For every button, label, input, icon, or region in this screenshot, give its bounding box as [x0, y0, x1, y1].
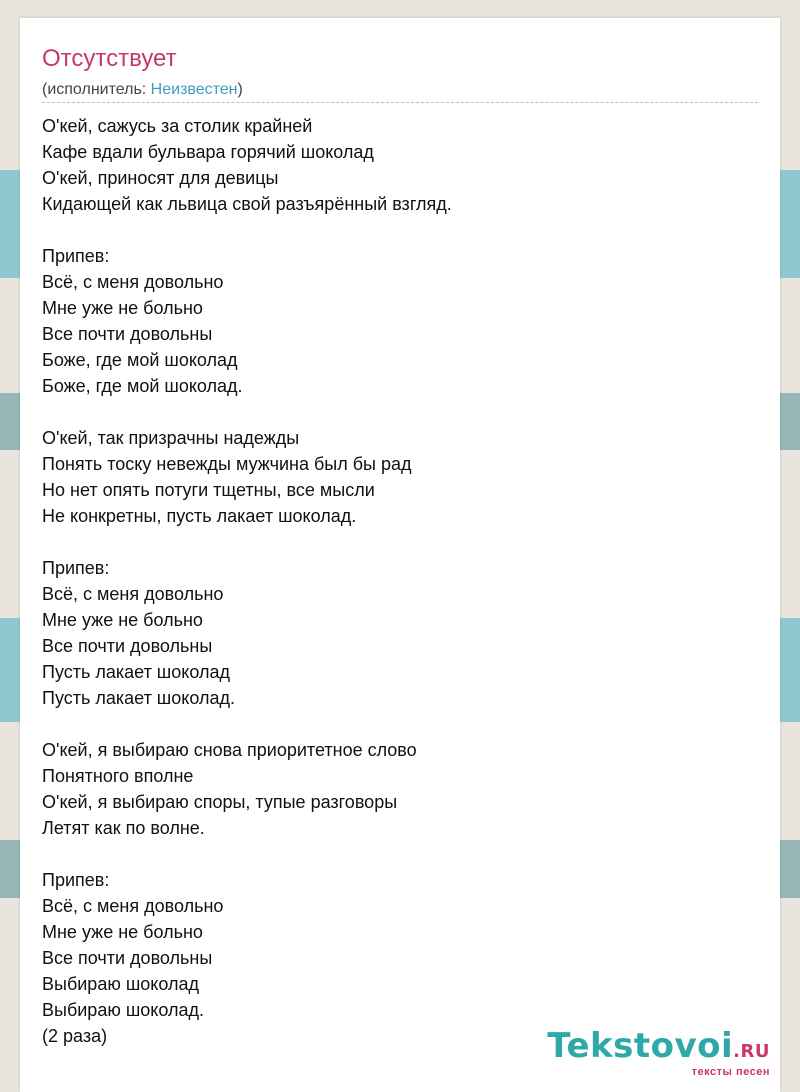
lyrics-card [20, 18, 780, 1092]
lyric-line: Выбираю шоколад. [42, 1000, 204, 1020]
lyric-line: Пусть лакает шоколад [42, 662, 230, 682]
site-logo[interactable] [547, 1028, 770, 1078]
lyric-line [42, 841, 758, 867]
lyric-line: Понять тоску невежды мужчина был бы рад [42, 454, 412, 474]
artist-link[interactable]: Неизвестен [150, 81, 238, 98]
logo-wordmark: Tekstovoi [547, 1026, 734, 1066]
lyric-line: Все почти довольны [42, 948, 213, 968]
artist-line [42, 80, 758, 103]
lyric-line [42, 217, 758, 243]
lyric-line: (2 раза) [42, 1026, 108, 1046]
lyric-line: Но нет опять потуги тщетны, все мысли [42, 480, 375, 500]
lyric-line [42, 529, 758, 555]
lyrics-text [42, 113, 758, 1049]
lyric-line: О'кей, сажусь за столик крайней [42, 116, 313, 136]
lyric-line: Летят как по волне. [42, 818, 205, 838]
lyric-line: Всё, с меня довольно [42, 896, 224, 916]
lyric-line: Кафе вдали бульвара горячий шоколад [42, 142, 374, 162]
lyric-line: Мне уже не больно [42, 922, 203, 942]
lyric-line: Не конкретны, пусть лакает шоколад. [42, 506, 357, 526]
lyric-line: Мне уже не больно [42, 610, 203, 630]
lyric-line: Припев: [42, 246, 110, 266]
lyric-line: О'кей, так призрачны надежды [42, 428, 300, 448]
lyric-line: Мне уже не больно [42, 298, 203, 318]
logo-tld: .RU [733, 1041, 770, 1062]
lyric-line: Припев: [42, 558, 110, 578]
lyric-line [42, 711, 758, 737]
lyric-line: Припев: [42, 870, 110, 890]
lyric-line: Боже, где мой шоколад. [42, 376, 243, 396]
lyric-line: О'кей, приносят для девицы [42, 168, 279, 188]
lyric-line: Все почти довольны [42, 324, 213, 344]
lyric-line: Всё, с меня довольно [42, 272, 224, 292]
lyric-line: Все почти довольны [42, 636, 213, 656]
lyric-line: Всё, с меня довольно [42, 584, 224, 604]
lyric-line [42, 399, 758, 425]
lyric-line: Кидающей как львица свой разъярённый взгляд. [42, 194, 452, 214]
lyric-line: О'кей, я выбираю снова приоритетное слово [42, 740, 417, 760]
lyric-line: Понятного вполне [42, 766, 194, 786]
lyric-line: Выбираю шоколад [42, 974, 199, 994]
song-title: Отсутствует [42, 45, 177, 72]
lyric-line: Пусть лакает шоколад. [42, 688, 235, 708]
lyric-line: О'кей, я выбираю споры, тупые разговоры [42, 792, 398, 812]
logo-tagline: тексты песен [691, 1066, 770, 1078]
lyric-line: Боже, где мой шоколад [42, 350, 238, 370]
artist-suffix: ) [237, 81, 243, 98]
artist-prefix: (исполнитель: [42, 81, 151, 98]
